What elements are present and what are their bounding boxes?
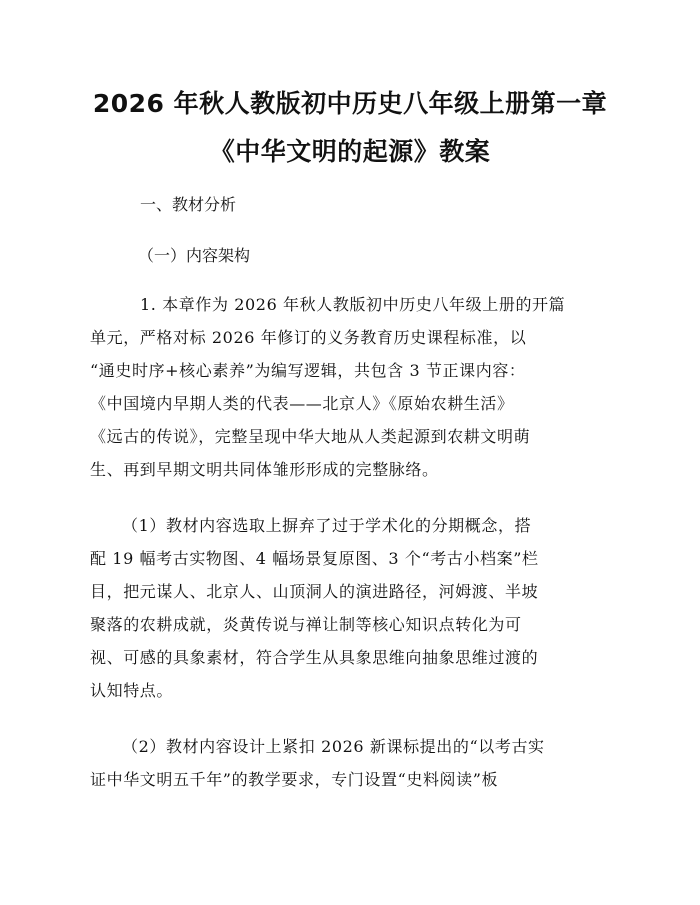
paragraph-3-line: （2）教材内容设计上紧扣 2026 新课标提出的“以考古实 [122,737,545,756]
paragraph-2-line: 配 19 幅考古实物图、4 幅场景复原图、3 个“考古小档案”栏 [90,549,539,568]
paragraph-1-line: 《远古的传说》，完整呈现中华大地从人类起源到农耕文明萌 [90,427,531,446]
paragraph-1-line: 生、再到早期文明共同体雏形形成的完整脉络。 [90,460,439,479]
paragraph-2-line: 认知特点。 [90,681,174,700]
paragraph-2-line: 视、可感的具象素材，符合学生从具象思维向抽象思维过渡的 [90,648,539,667]
paragraph-1-line: 《中国境内早期人类的代表——北京人》《原始农耕生活》 [90,394,514,413]
paragraph-2-line: （1）教材内容选取上摒弃了过于学术化的分期概念，搭 [122,516,532,535]
paragraph-1-line: “通史时序+核心素养”为编写逻辑，共包含 3 节正课内容： [90,361,526,380]
paragraph-2-line: 目，把元谋人、北京人、山顶洞人的演进路径，河姆渡、半坡 [90,582,539,601]
paragraph-1-line: 单元，严格对标 2026 年修订的义务教育历史课程标准，以 [90,328,527,347]
document-title-line-1: 2026 年秋人教版初中历史八年级上册第一章 [92,89,608,118]
subsection-heading-content-structure: （一）内容架构 [138,246,251,265]
section-heading-teaching-material-analysis: 一、教材分析 [140,195,237,214]
paragraph-2-line: 聚落的农耕成就，炎黄传说与禅让制等核心知识点转化为可 [90,615,522,634]
paragraph-3-line: 证中华文明五千年”的教学要求，专门设置“史料阅读”板 [90,770,499,789]
document-title-line-2: 《中华文明的起源》教案 [209,137,491,166]
paragraph-1-line: 1. 本章作为 2026 年秋人教版初中历史八年级上册的开篇 [140,295,566,314]
